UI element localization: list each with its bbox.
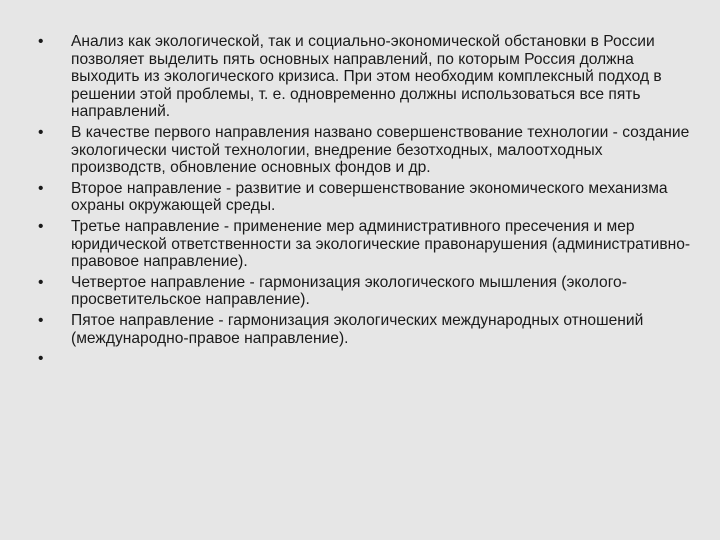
bullet-icon: • [38, 33, 44, 50]
bullet-list [38, 33, 698, 368]
bullet-text: В качестве первого направления названо совершенствование технологии - создание экологически чистой технологии, внедрение безотходных, малоотходных производств, обновление основных фондов и др. [71, 123, 690, 177]
bullet-icon: • [38, 179, 44, 197]
bullet-item-fourth-direction [38, 274, 698, 309]
bullet-icon: • [38, 311, 44, 329]
bullet-text: Четвертое направление - гармонизация экологического мышления (эколого-просветительское направление). [71, 273, 627, 309]
bullet-item-second-direction [38, 180, 698, 215]
bullet-text: Пятое направление - гармонизация экологических международных отношений (международно-правое направление). [71, 311, 644, 347]
bullet-item-fifth-direction [38, 312, 698, 347]
bullet-text: Третье направление - применение мер административного пресечения и мер юридической ответственности за экологические правонарушения (административно-правовое направление). [71, 217, 691, 271]
bullet-text: Анализ как экологической, так и социально-экономической обстановки в России позволяет выделить пять основных направлений, по которым Россия должна выходить из экологического кризиса. При этом необходим комплексный подход в решении этой проблемы, т. е. одновременно должны использоваться все пять направлений. [71, 33, 662, 121]
bullet-text: Второе направление - развитие и совершенствование экономического механизма охраны окружающей среды. [71, 179, 668, 215]
bullet-item-third-direction [38, 218, 698, 271]
bullet-item-first-direction [38, 124, 698, 177]
bullet-icon: • [38, 273, 44, 291]
bullet-icon: • [38, 350, 44, 368]
bullet-item-analysis [38, 33, 698, 121]
bullet-icon: • [38, 217, 44, 235]
bullet-icon: • [38, 123, 44, 141]
